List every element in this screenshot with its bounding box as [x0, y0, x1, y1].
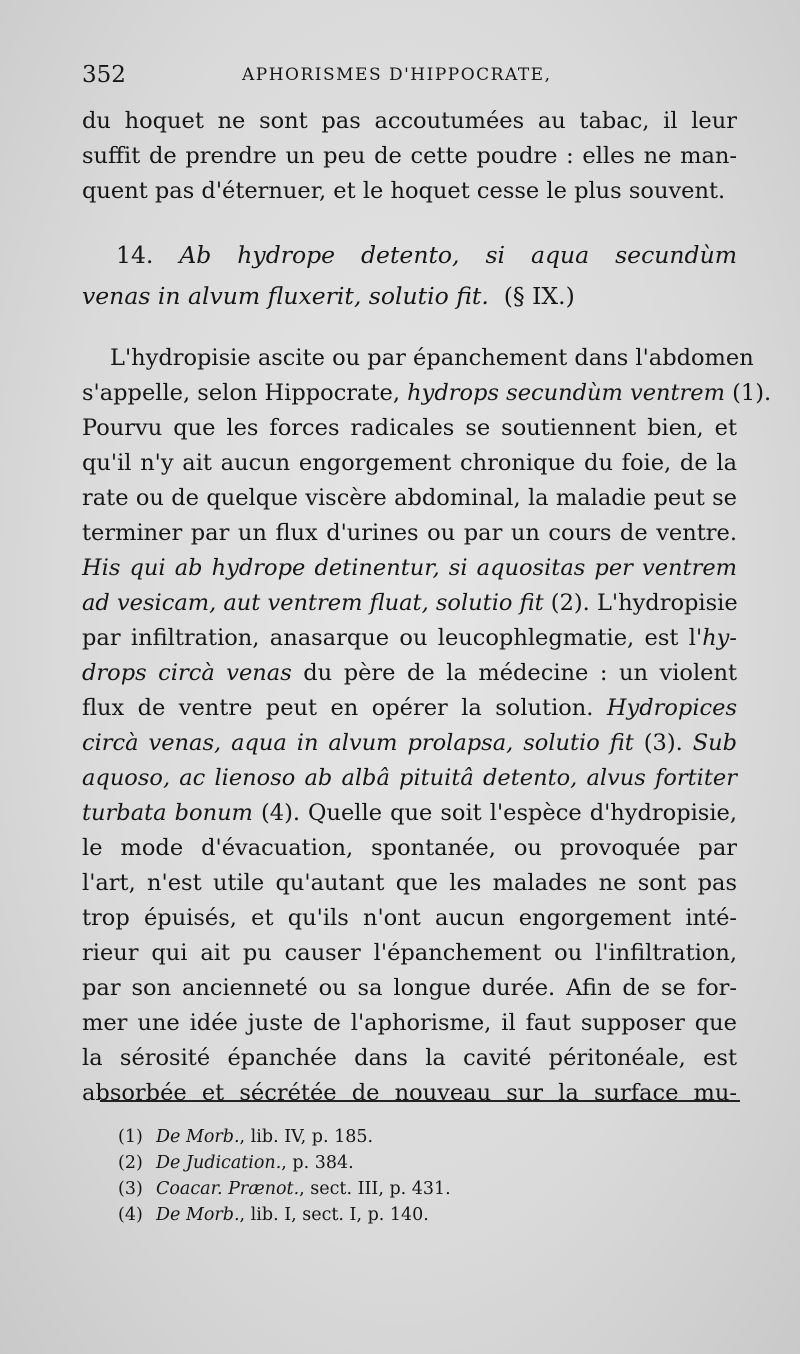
aphorism: [82, 235, 737, 317]
text-line: His qui ab hydrope detinentur, si aquositas per ventrem: [82, 555, 737, 581]
aphorism-line-1: [82, 235, 737, 276]
text-line: la sérosité épanchée dans la cavité péritonéale, est: [82, 1045, 737, 1071]
text-line: drops circà venas du père de la médecine : un violent: [82, 660, 737, 686]
text-line: absorbée et sécrétée de nouveau sur la surface mu-: [82, 1080, 737, 1106]
text-line: rate ou de quelque viscère abdominal, la maladie peut se: [82, 485, 737, 511]
paragraph-2: [82, 341, 772, 1111]
text-line: flux de ventre peut en opérer la solution. Hydropices: [82, 695, 737, 721]
footnotes: [118, 1124, 678, 1228]
text-line: par infiltration, anasarque ou leucophlegmatie, est l'hy-: [82, 625, 737, 651]
text-line: suffit de prendre un peu de cette poudre : elles ne man-: [82, 143, 737, 169]
text-line: par son ancienneté ou sa longue durée. Afin de se for-: [82, 975, 737, 1001]
text-line: s'appelle, selon Hippocrate, hydrops secundùm ventrem (1).: [82, 380, 772, 406]
text-line: Pourvu que les forces radicales se soutiennent bien, et: [82, 415, 737, 441]
page-number: 352: [82, 62, 126, 88]
footnote: (3) Coacar. Prænot., sect. III, p. 431.: [118, 1179, 451, 1199]
page-header: [82, 62, 732, 96]
paragraph-1: [82, 104, 737, 209]
aphorism-number: 14.: [116, 241, 154, 269]
text-line: ad vesicam, aut ventrem fluat, solutio fit (2). L'hydropisie: [82, 590, 738, 616]
aphorism-reference: (§ IX.): [503, 282, 575, 310]
running-head: APHORISMES D'HIPPOCRATE,: [242, 65, 552, 85]
text-line: le mode d'évacuation, spontanée, ou provoquée par: [82, 835, 737, 861]
text-line: rieur qui ait pu causer l'épanchement ou l'infiltration,: [82, 940, 737, 966]
aphorism-line-2: [82, 276, 737, 317]
text-line: qu'il n'y ait aucun engorgement chronique du foie, de la: [82, 450, 737, 476]
text-line: aquoso, ac lienoso ab albâ pituitâ detento, alvus fortiter: [82, 765, 737, 791]
text-line: L'hydropisie ascite ou par épanchement dans l'abdomen: [110, 345, 754, 371]
text-line: du hoquet ne sont pas accoutumées au tabac, il leur: [82, 108, 737, 134]
footnote: (4) De Morb., lib. I, sect. I, p. 140.: [118, 1205, 429, 1225]
text-line: circà venas, aqua in alvum prolapsa, solutio fit (3). Sub: [82, 730, 738, 756]
text-line: trop épuisés, et qu'ils n'ont aucun engorgement inté-: [82, 905, 737, 931]
text-line: terminer par un flux d'urines ou par un cours de ventre.: [82, 520, 737, 546]
text-line: l'art, n'est utile qu'autant que les malades ne sont pas: [82, 870, 737, 896]
footnote: (1) De Morb., lib. IV, p. 185.: [118, 1127, 374, 1147]
aphorism-latin: venas in alvum fluxerit, solutio fit.: [82, 282, 489, 310]
footnote-rule: [100, 1100, 740, 1102]
aphorism-latin: Ab hydrope detento, si aqua secundùm: [179, 241, 737, 269]
text-line: mer une idée juste de l'aphorisme, il faut supposer que: [82, 1010, 737, 1036]
text-line: quent pas d'éternuer, et le hoquet cesse le plus souvent.: [82, 178, 726, 204]
footnote: (2) De Judication., p. 384.: [118, 1153, 354, 1173]
text-line: turbata bonum (4). Quelle que soit l'espèce d'hydropisie,: [82, 800, 738, 826]
